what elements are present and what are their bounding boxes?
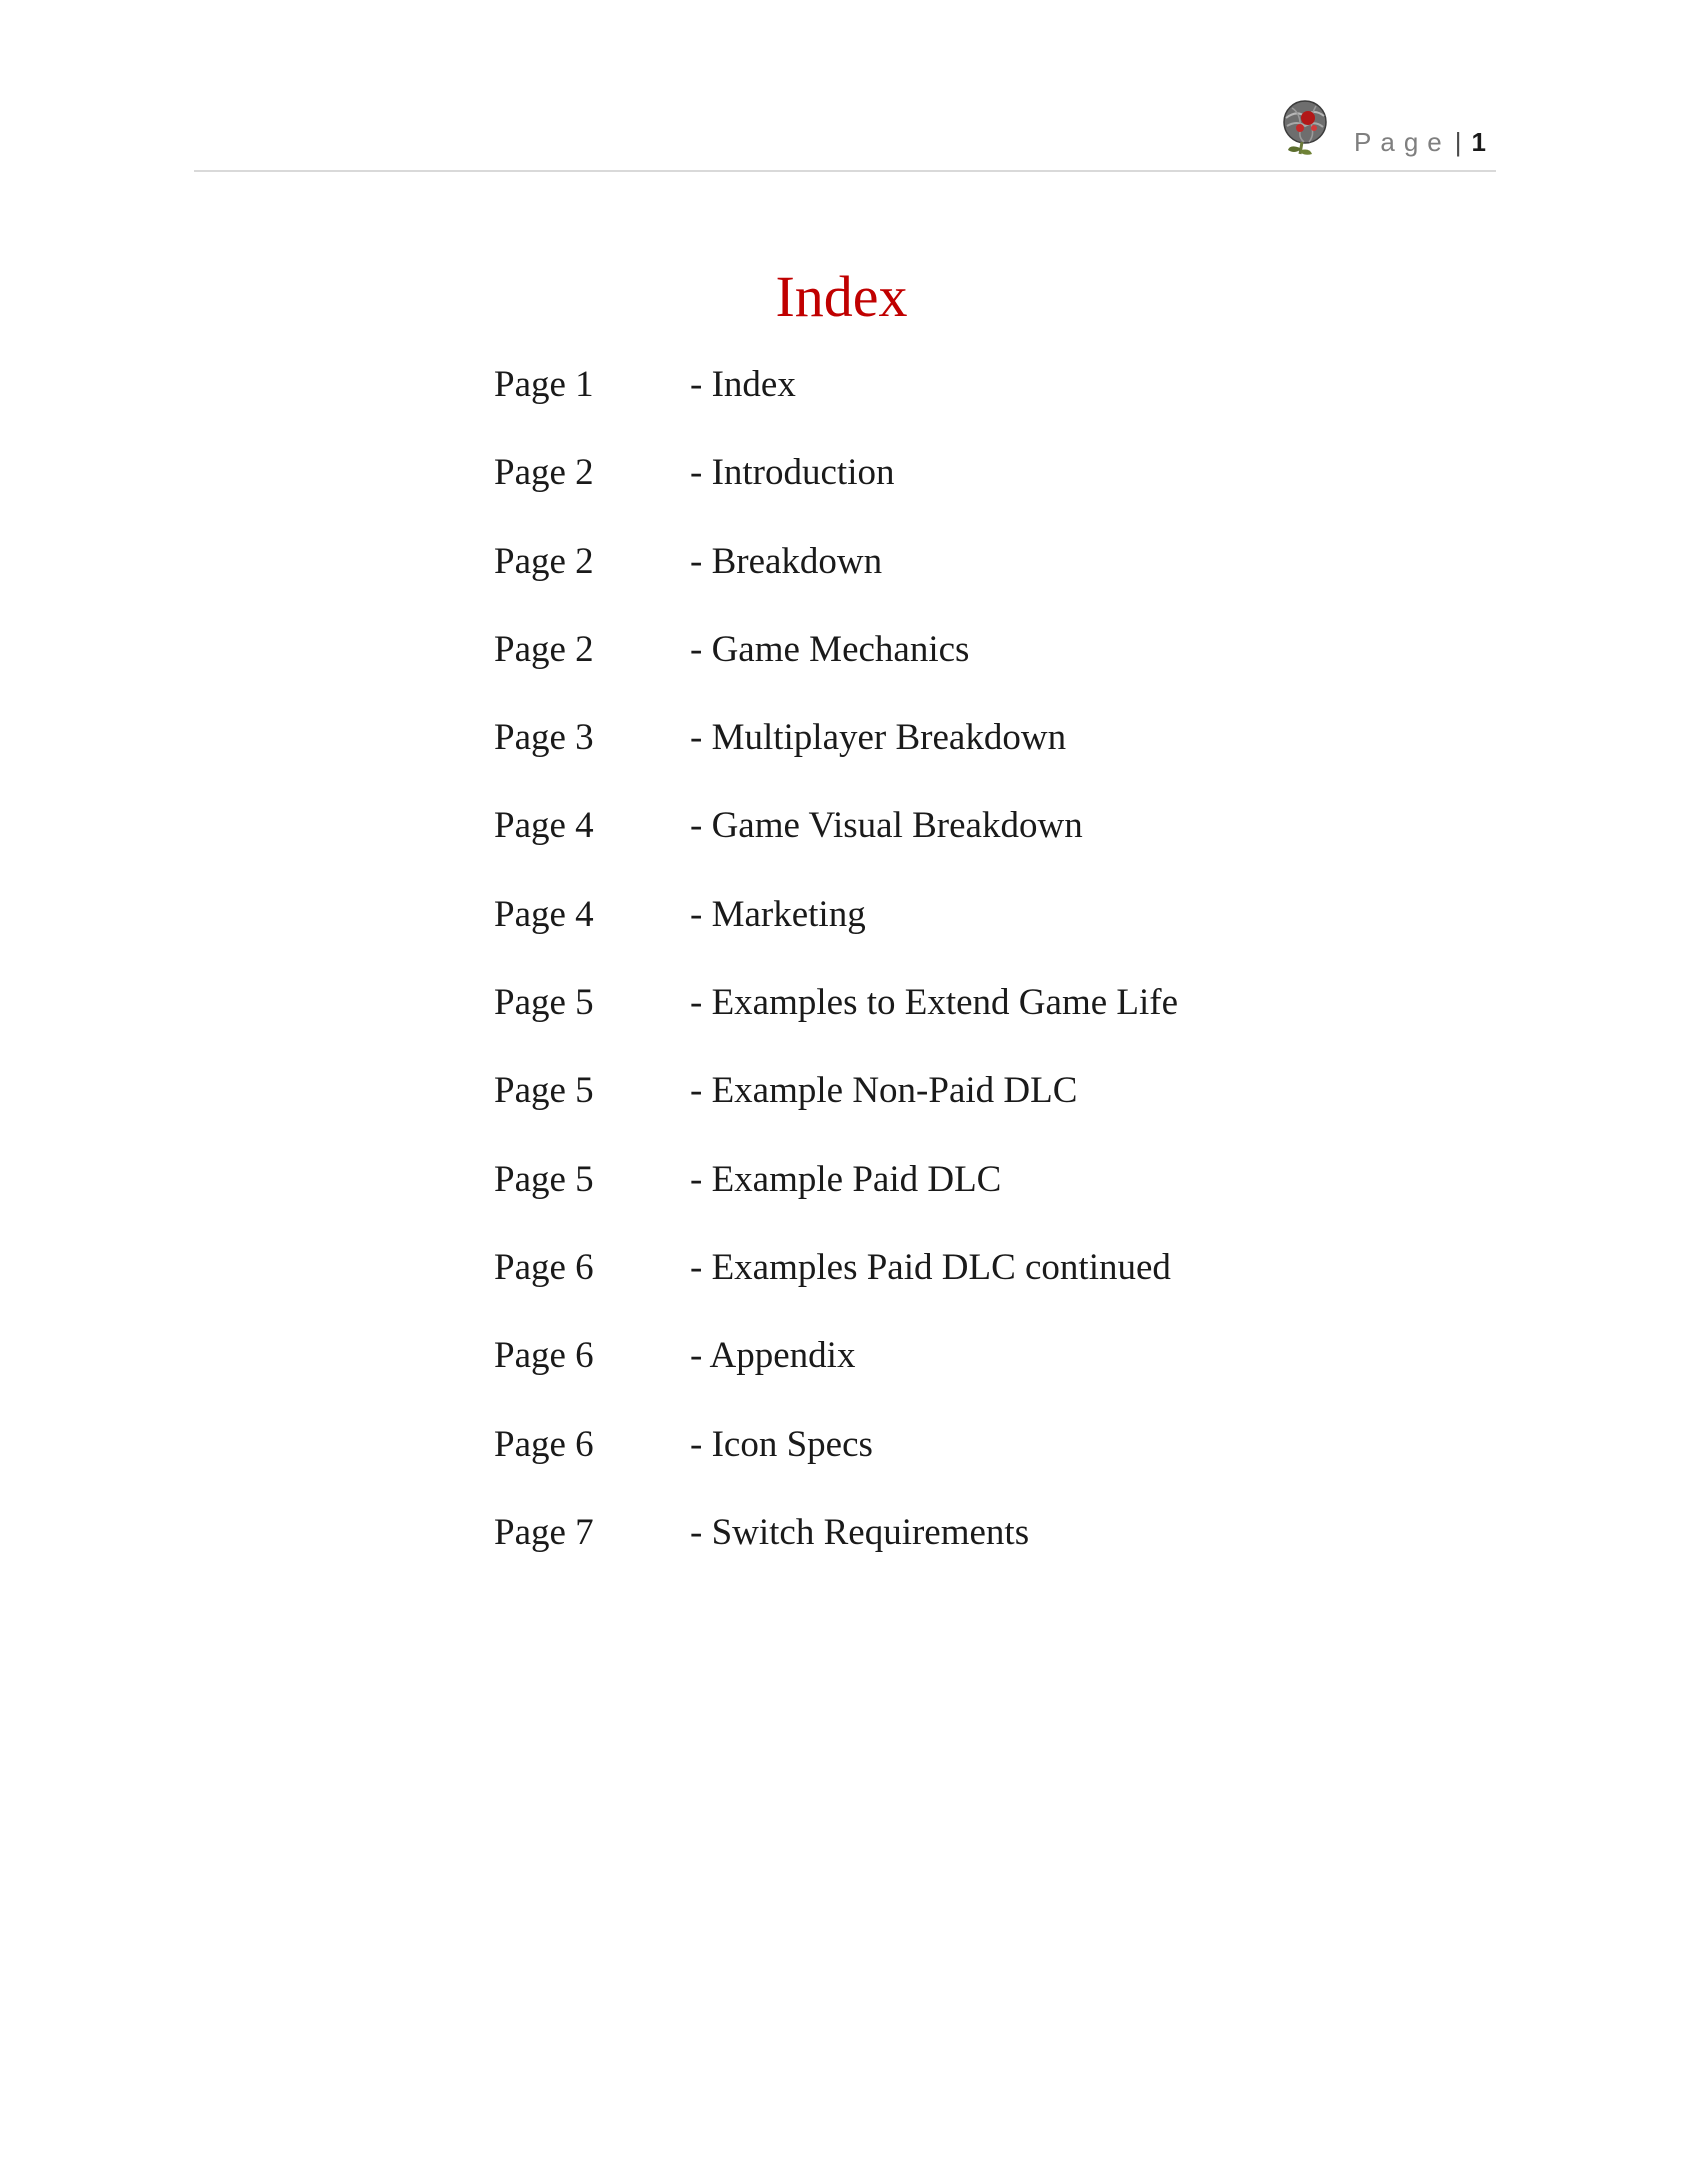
index-entry-page: Page 6	[494, 1335, 594, 1377]
index-entry-page: Page 7	[494, 1511, 594, 1553]
brain-globe-logo-icon	[1278, 98, 1332, 156]
index-entry-title: - Icon Specs	[690, 1423, 873, 1465]
index-entry-page: Page 3	[494, 717, 594, 759]
index-entry-title: - Switch Requirements	[690, 1511, 1030, 1553]
index-entry-title: - Example Paid DLC	[690, 1158, 1002, 1200]
index-entry-title: - Examples Paid DLC continued	[690, 1246, 1171, 1288]
index-entry-title: - Index	[690, 364, 796, 405]
index-entry-title: - Multiplayer Breakdown	[690, 717, 1067, 759]
index-entry-page: Page 5	[494, 982, 594, 1024]
index-entry-page: Page 5	[494, 1158, 594, 1200]
index-entry-title: - Marketing	[690, 893, 866, 935]
page-separator: |	[1454, 127, 1462, 157]
index-entry-title: - Game Mechanics	[690, 628, 970, 670]
index-entry-title: - Introduction	[690, 452, 895, 494]
index-entry-page: Page 2	[494, 628, 594, 670]
index-entry-title: - Appendix	[690, 1335, 856, 1377]
index-entry-page: Page 6	[494, 1423, 594, 1465]
index-entry-page: Page 4	[494, 893, 594, 935]
index-entry-page: Page 6	[494, 1246, 594, 1288]
index-entry-title: - Breakdown	[690, 540, 883, 582]
index-entry-page: Page 2	[494, 452, 594, 494]
page-label: Page	[1354, 127, 1451, 157]
page-indicator	[1354, 129, 1486, 155]
index-entry-title: - Example Non-Paid DLC	[690, 1070, 1078, 1112]
index-entry-page: Page 1	[494, 364, 594, 405]
index-entry-title: - Examples to Extend Game Life	[690, 982, 1179, 1024]
page-header	[194, 92, 1496, 172]
index-entry-page: Page 4	[494, 805, 594, 847]
page-number: 1	[1471, 127, 1486, 157]
page-title: Index	[775, 264, 908, 329]
index-entry-title: - Game Visual Breakdown	[690, 805, 1083, 847]
index-entry-page: Page 2	[494, 540, 594, 582]
index-entry-page: Page 5	[494, 1070, 594, 1112]
